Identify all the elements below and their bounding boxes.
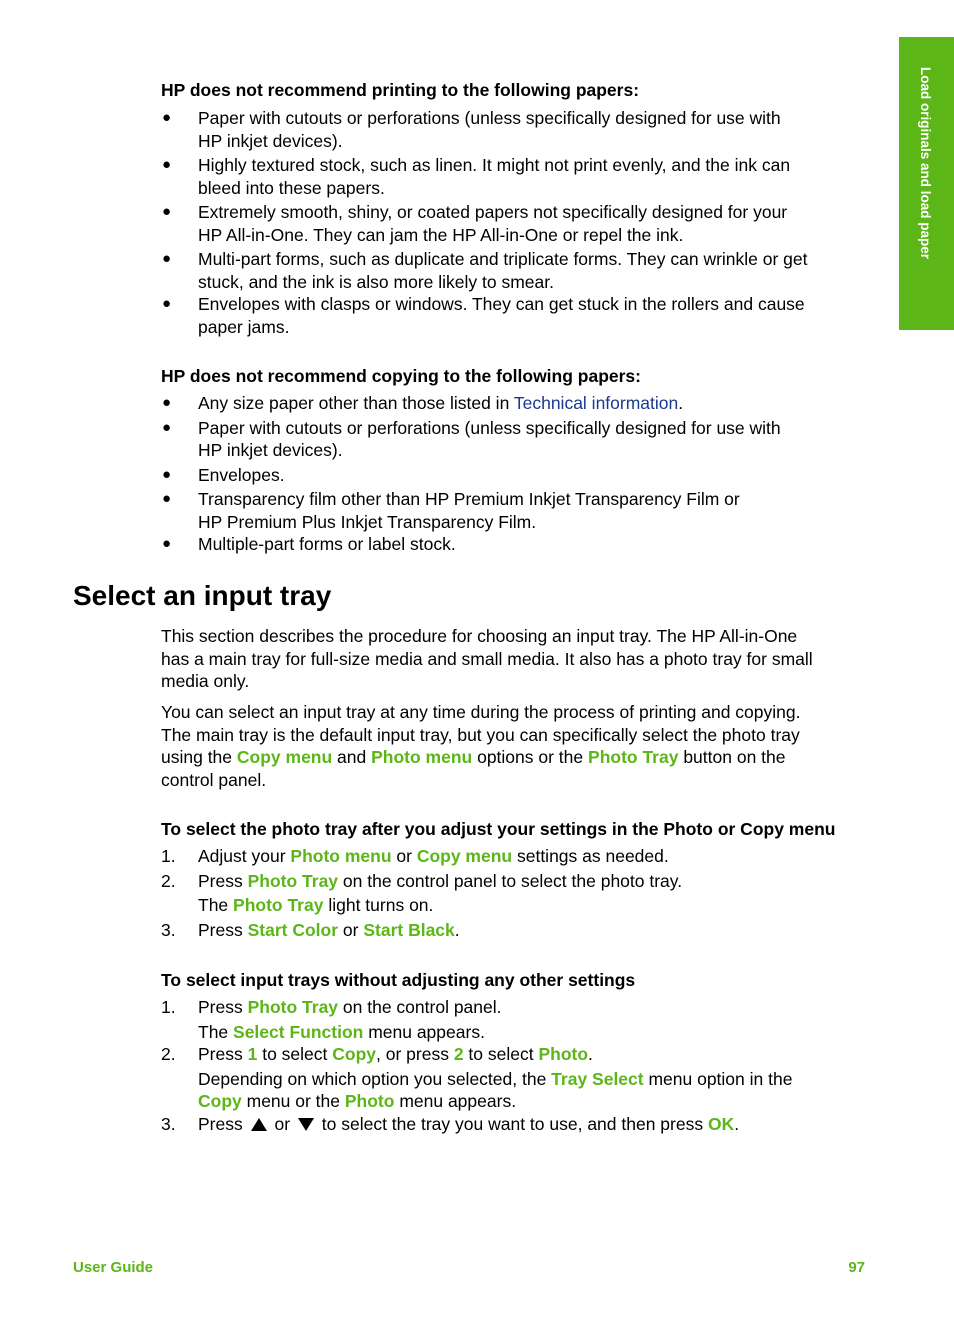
step-item: 1. Adjust your Photo menu or Copy menu settings as needed. bbox=[161, 846, 669, 866]
list-item: ● Paper with cutouts or perforations (unless specifically designed for use with HP inkjet devices). bbox=[162, 417, 781, 460]
list-item: ● Extremely smooth, shiny, or coated papers not specifically designed for your HP All-in-One. They can jam the HP All-in-One or repel the ink. bbox=[162, 202, 788, 245]
copy-menu-label: Copy menu bbox=[236, 747, 333, 767]
list-item: ● Paper with cutouts or perforations (unless specifically designed for use with HP inkjet devices). bbox=[162, 108, 781, 151]
copying-heading: HP does not recommend copying to the following papers: bbox=[161, 366, 641, 386]
step-item: 3. Press Start Color or Start Black. bbox=[161, 919, 460, 940]
photo-menu-label: Photo menu bbox=[371, 747, 473, 767]
list-item: ● Multi-part forms, such as duplicate and triplicate forms. They can wrinkle or get stuck, and the ink is also more likely to smear. bbox=[162, 249, 808, 292]
footer-guide-label: User Guide bbox=[73, 1259, 154, 1276]
intro-paragraph: This section describes the procedure for choosing an input tray. The HP All-in-One has a main tray for full-size media and small media. It also has a photo tray for small media only. bbox=[161, 626, 813, 691]
copying-list bbox=[161, 392, 861, 556]
step-note: The Select Function menu appears. bbox=[198, 1021, 485, 1042]
list-item: ● Any size paper other than those listed in Technical information. bbox=[162, 393, 684, 413]
printing-list bbox=[161, 107, 861, 338]
section-title: Select an input tray bbox=[73, 580, 332, 611]
list-item: ● Transparency film other than HP Premium Inkjet Transparency Film or HP Premium Plus Inkjet Transparency Film. bbox=[162, 489, 740, 532]
list-item: ● Envelopes with clasps or windows. They can get stuck in the rollers and cause paper jams. bbox=[162, 294, 805, 337]
procedure2-heading: To select input trays without adjusting any other settings bbox=[161, 970, 636, 990]
step-item: 1. Press Photo Tray on the control panel. bbox=[161, 997, 502, 1017]
detail-paragraph: You can select an input tray at any time during the process of printing and copying. The main tray is the default input tray, but you can specifically select the photo tray using the Copy menu and Photo menu options or the Photo Tray button on the control panel. bbox=[161, 702, 801, 790]
list-item: ● Multiple-part forms or label stock. bbox=[162, 534, 456, 554]
step-note: The Photo Tray light turns on. bbox=[198, 895, 434, 915]
technical-information-link[interactable]: Technical information bbox=[513, 393, 679, 413]
printing-heading: HP does not recommend printing to the following papers: bbox=[161, 80, 640, 100]
procedure1-heading: To select the photo tray after you adjust your settings in the Photo or Copy menu bbox=[161, 819, 836, 839]
list-item: ● Highly textured stock, such as linen. It might not print evenly, and the ink can bleed into these papers. bbox=[162, 155, 791, 198]
list-item: ● Envelopes. bbox=[162, 464, 285, 485]
up-arrow-icon bbox=[251, 1118, 267, 1131]
step-note: Depending on which option you selected, the Tray Select menu option in the Copy menu or the Photo menu appears. bbox=[198, 1068, 793, 1111]
down-arrow-icon bbox=[298, 1118, 314, 1131]
step-item: 2. Press Photo Tray on the control panel to select the photo tray. bbox=[161, 870, 683, 891]
procedure1-steps bbox=[161, 845, 861, 941]
step-item: 3. Press or to select the tray you want to use, and then press OK. bbox=[161, 1113, 740, 1134]
step-item: 2. Press 1 to select Copy, or press 2 to select Photo. bbox=[161, 1044, 593, 1064]
chapter-side-tab bbox=[899, 37, 954, 330]
page-number: 97 bbox=[848, 1259, 865, 1276]
chapter-side-tab-label: Load originals and load paper bbox=[918, 67, 933, 260]
photo-tray-label: Photo Tray bbox=[588, 747, 679, 767]
procedure2-steps bbox=[161, 996, 861, 1135]
